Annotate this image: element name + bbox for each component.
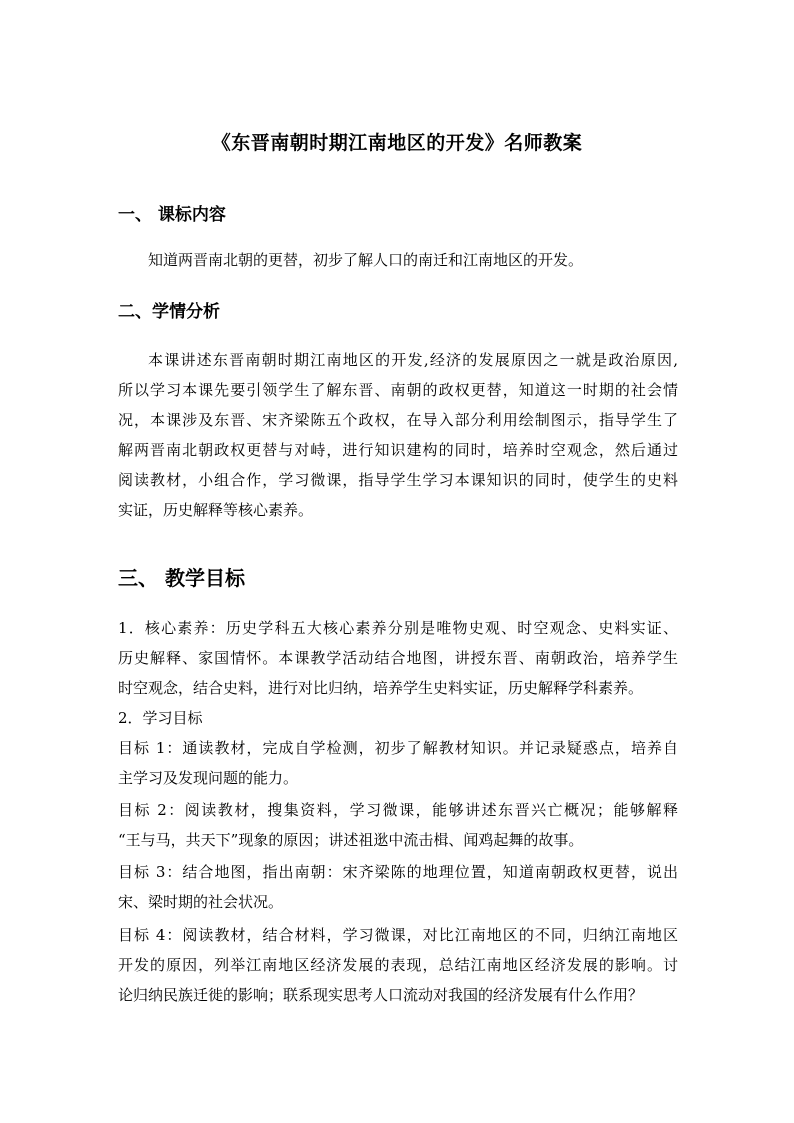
paragraph-line: 目标 2：阅读教材，搜集资料，学习微课，能够讲述东晋兴亡概况；能够解释 bbox=[118, 801, 678, 819]
paragraph-line: 2．学习目标 bbox=[118, 709, 203, 727]
paragraph-line: 目标 4：阅读教材，结合材料，学习微课，对比江南地区的不同，归纳江南地区 bbox=[118, 926, 678, 944]
goal-objective-3 bbox=[118, 857, 678, 917]
goal-objective-2 bbox=[118, 795, 678, 855]
paragraph-line: 历史解释、家国情怀。本课教学活动结合地图，讲授东晋、南朝政治，培养学生 bbox=[118, 649, 678, 667]
paragraph-line: 主学习及发现问题的能力。 bbox=[118, 769, 299, 787]
paragraph-line: 时空观念，结合史料，进行对比归纳，培养学生史料实证，历史解释学科素养。 bbox=[118, 679, 644, 697]
goal-objective-4 bbox=[118, 920, 678, 1010]
section-paragraph-curriculum bbox=[118, 245, 678, 275]
goal-core-literacy bbox=[118, 613, 678, 703]
paragraph-line: 宋、梁时期的社会状况。 bbox=[118, 893, 284, 911]
paragraph-line: 论归纳民族迁徙的影响；联系现实思考人口流动对我国的经济发展有什么作用？ bbox=[118, 986, 644, 1004]
goal-objective-1 bbox=[118, 733, 678, 793]
section-heading-teaching-goals: 三、 教学目标 bbox=[118, 566, 245, 590]
paragraph-line: 知道两晋南北朝的更替，初步了解人口的南迁和江南地区的开发。 bbox=[148, 251, 584, 269]
paragraph-line: 目标 3：结合地图，指出南朝：宋齐梁陈的地理位置，知道南朝政权更替，说出 bbox=[118, 863, 678, 881]
paragraph-line: 1．核心素养：历史学科五大核心素养分别是唯物史观、时空观念、史料实证、 bbox=[118, 619, 678, 637]
paragraph-line: 况，本课涉及东晋、宋齐梁陈五个政权，在导入部分利用绘制图示，指导学生了 bbox=[118, 411, 678, 429]
paragraph-line: “王与马，共天下”现象的原因；讲述祖逖中流击楫、闻鸡起舞的故事。 bbox=[118, 831, 584, 849]
paragraph-line: 所以学习本课先要引领学生了解东晋、南朝的政权更替，知道这一时期的社会情 bbox=[118, 381, 678, 399]
paragraph-line: 实证，历史解释等核心素养。 bbox=[118, 501, 314, 519]
section-heading-student-analysis: 二、学情分析 bbox=[118, 302, 220, 322]
goal-learning-objectives bbox=[118, 703, 678, 733]
paragraph-line: 解两晋南北朝政权更替与对峙，进行知识建构的同时，培养时空观念，然后通过 bbox=[118, 441, 678, 459]
section-heading-curriculum: 一、 课标内容 bbox=[118, 205, 226, 225]
paragraph-line: 本课讲述东晋南朝时期江南地区的开发,经济的发展原因之一就是政治原因, bbox=[148, 351, 678, 369]
paragraph-line: 目标 1：通读教材，完成自学检测，初步了解教材知识。并记录疑惑点，培养自 bbox=[118, 739, 678, 757]
document-title: 《东晋南朝时期江南地区的开发》名师教案 bbox=[211, 132, 583, 154]
paragraph-line: 阅读教材，小组合作，学习微课，指导学生学习本课知识的同时，使学生的史料 bbox=[118, 471, 678, 489]
section-paragraph-student-analysis bbox=[118, 345, 678, 525]
paragraph-line: 开发的原因，列举江南地区经济发展的表现，总结江南地区经济发展的影响。讨 bbox=[118, 956, 678, 974]
